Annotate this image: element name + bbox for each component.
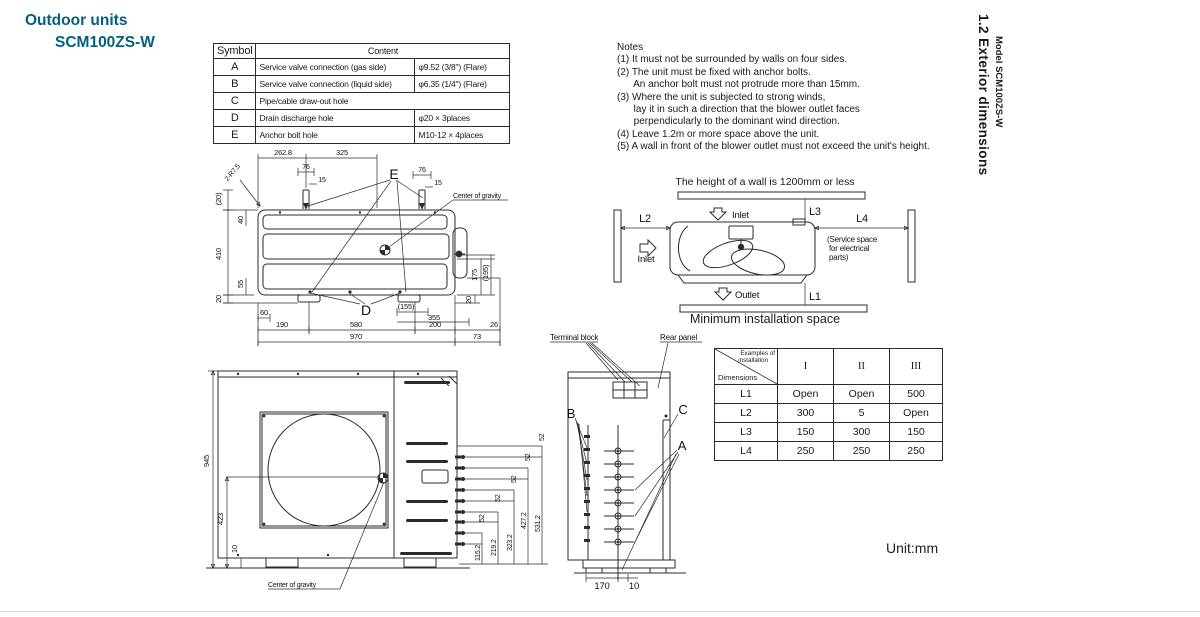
value-cell: 250 (890, 442, 943, 461)
column-header-1: I (778, 349, 834, 385)
inlet-left-label: Inlet (637, 254, 655, 265)
corner-dimensions-label: Dimensions (718, 373, 758, 382)
notes-title: Notes (617, 42, 644, 53)
center-of-gravity-label: Center of gravity (453, 193, 501, 200)
dim-label: 76 (418, 167, 426, 174)
dim-label: 15 (318, 177, 326, 184)
clearance-label-l4: L4 (856, 213, 868, 225)
service-space-label: (Service space (827, 235, 878, 244)
note-line: (4) Leave 1.2m or more space above the unit. (617, 128, 820, 140)
callout-a: A (677, 438, 687, 453)
content-cell: Service valve connection (liquid side) (256, 76, 415, 93)
dim-label: 325 (336, 148, 348, 157)
note-line: (1) It must not be surrounded by walls on four sides. (617, 54, 848, 66)
value-cell: 250 (778, 442, 834, 461)
clearance-label-l2: L2 (639, 213, 651, 225)
spec-cell: M10-12 × 4places (415, 127, 510, 144)
center-of-gravity-label: Center of gravity (268, 582, 316, 589)
outlet-label: Outlet (735, 290, 760, 301)
dim-label: 170 (594, 581, 610, 592)
page-title: Outdoor units (25, 12, 128, 29)
dim-label: 60 (260, 308, 268, 317)
corner-examples-label: Examples of installation (738, 350, 775, 364)
symbol-table (213, 43, 510, 144)
section-title: 1.2 Exterior dimensions (976, 14, 991, 176)
dim-label: 423 (216, 513, 225, 525)
dim-label: 2-R7.5 (223, 163, 242, 183)
dim-cell: L2 (715, 404, 778, 423)
dim-label: 55 (236, 280, 245, 288)
table-row (214, 127, 510, 144)
anchor-slots (303, 190, 425, 210)
dim-label: 200 (429, 320, 441, 329)
symbol-table-header (214, 44, 510, 59)
dim-cell: L3 (715, 423, 778, 442)
spec-cell: φ20 × 3places (415, 110, 510, 127)
inlet-top-label: Inlet (732, 210, 749, 221)
note-line: lay it in such a direction that the blower outlet faces (617, 104, 860, 116)
clearance-label-l3: L3 (809, 206, 821, 218)
dim-label: 355 (428, 313, 440, 322)
dim-label: 52 (539, 433, 546, 441)
dim-label: 20 (214, 295, 223, 303)
note-line: (2) The unit must be fixed with anchor bolts. (617, 66, 811, 78)
dim-label: 52 (495, 494, 502, 502)
content-cell: Pipe/cable draw-out hole (256, 93, 510, 110)
dim-label: (195) (481, 264, 490, 282)
dim-label: 20 (464, 296, 473, 304)
unit-label: Unit:mm (886, 540, 939, 556)
table-row (715, 404, 943, 423)
dim-cell: L4 (715, 442, 778, 461)
value-cell: 5 (834, 404, 890, 423)
dim-label: 15 (434, 180, 442, 187)
table-row (214, 110, 510, 127)
col-content: Content (256, 44, 510, 59)
dim-label: 410 (214, 248, 223, 260)
dim-label: 40 (236, 216, 245, 224)
dim-label: 76 (302, 164, 310, 171)
service-space-label: parts) (829, 253, 849, 262)
value-cell: Open (778, 385, 834, 404)
center-of-gravity-symbol (380, 245, 390, 255)
section-model: Model SCM100ZS-W (993, 36, 1004, 128)
dim-label: 970 (350, 332, 362, 341)
value-cell: Open (890, 404, 943, 423)
symbol-cell: C (214, 93, 256, 110)
symbol-cell: E (214, 127, 256, 144)
table-row (214, 59, 510, 76)
unit-plan (670, 219, 815, 283)
value-cell: 300 (778, 404, 834, 423)
dim-label: 219.2 (491, 539, 498, 556)
callout-d: D (361, 302, 371, 318)
content-cell: Service valve connection (gas side) (256, 59, 415, 76)
table-row (715, 442, 943, 461)
symbol-cell: D (214, 110, 256, 127)
dim-cell: L1 (715, 385, 778, 404)
callout-b: B (566, 406, 576, 421)
rear-panel-label: Rear panel (660, 333, 698, 342)
page-bottom-rule (0, 611, 1200, 612)
dim-label: 115.2 (475, 545, 482, 561)
table-row (214, 76, 510, 93)
dim-label: 262.8 (274, 148, 292, 157)
dim-label: 26 (490, 320, 498, 329)
walls (614, 192, 915, 312)
note-line: perpendicularly to the dominant wind direction. (617, 116, 840, 128)
dim-label: (20) (214, 192, 223, 206)
dim-label: 52 (511, 475, 518, 483)
side-view-drawing (538, 330, 708, 602)
installation-diagram (600, 188, 935, 318)
col-symbol: Symbol (214, 44, 256, 59)
column-header-2: II (834, 349, 890, 385)
installation-caption: Minimum installation space (689, 312, 841, 326)
dim-label: 427.2 (521, 512, 528, 529)
dim-label: 10 (628, 581, 640, 592)
value-cell: 150 (778, 423, 834, 442)
dim-label: 190 (276, 320, 288, 329)
pipe-ports (455, 455, 465, 546)
note-line: An anchor bolt must not protrude more than 15mm. (617, 79, 860, 91)
dim-label: 175 (470, 269, 479, 281)
installation-table (714, 348, 943, 461)
dim-label: 945 (202, 455, 211, 467)
note-line: (3) Where the unit is subjected to strong winds, (617, 91, 826, 103)
front-view-drawing (198, 356, 550, 604)
terminal-block-label: Terminal block (550, 333, 599, 342)
corner-cell (715, 349, 778, 385)
center-of-gravity-symbol (378, 473, 388, 483)
installation-table-header (715, 349, 943, 385)
valve-column (604, 425, 634, 580)
wall-height-note: The height of a wall is 1200mm or less (675, 176, 855, 188)
note-line: (5) A wall in front of the blower outlet must not exceed the unit's height. (617, 141, 930, 153)
dim-label: 580 (350, 320, 362, 329)
table-row (214, 93, 510, 110)
symbol-cell: B (214, 76, 256, 93)
clearance-label-l1: L1 (809, 291, 821, 303)
installation-labels (638, 206, 878, 303)
value-cell: Open (834, 385, 890, 404)
dim-label: (155) (397, 302, 415, 311)
dim-label: 531.2 (535, 515, 542, 532)
value-cell: 500 (890, 385, 943, 404)
notes-block (617, 42, 930, 154)
value-cell: 250 (834, 442, 890, 461)
spec-cell: φ6.35 (1/4") (Flare) (415, 76, 510, 93)
dim-label: 73 (473, 332, 481, 341)
symbol-cell: A (214, 59, 256, 76)
table-row (715, 423, 943, 442)
dim-label: 52 (525, 453, 532, 461)
unit-body-outline (258, 210, 467, 302)
section-sidebar (976, 14, 1004, 176)
dim-label: 52 (479, 514, 486, 522)
content-cell: Drain discharge hole (256, 110, 415, 127)
table-row (715, 385, 943, 404)
spec-cell: φ9.52 (3/8") (Flare) (415, 59, 510, 76)
column-header-3: III (890, 349, 943, 385)
model-title: SCM100ZS-W (55, 34, 155, 51)
top-view-labels (214, 148, 502, 341)
value-cell: 150 (890, 423, 943, 442)
callout-c: C (678, 402, 688, 417)
service-space-label: for electrical (829, 244, 870, 253)
side-panel-vents (400, 381, 452, 555)
value-cell: 300 (834, 423, 890, 442)
dim-label: 323.2 (507, 534, 514, 551)
dim-label: 10 (230, 545, 239, 553)
content-cell: Anchor bolt hole (256, 127, 415, 144)
callout-e: E (389, 166, 399, 182)
top-view-drawing (210, 142, 510, 370)
